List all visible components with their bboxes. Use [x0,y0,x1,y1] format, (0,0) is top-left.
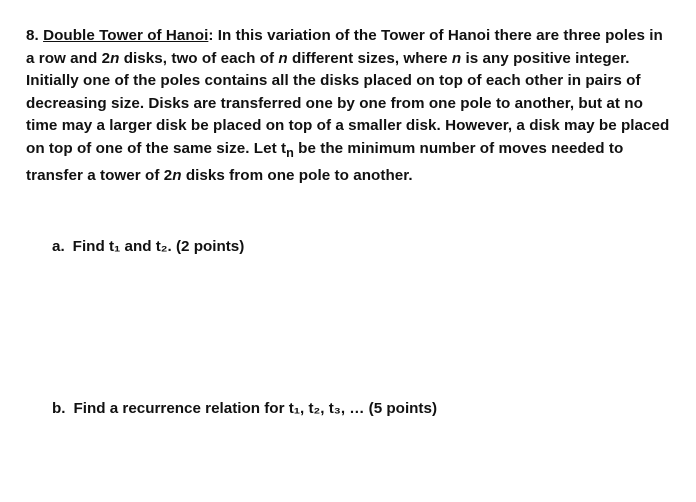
statement-text-5: be the minimum number of moves needed to transfer a tower of 2 [26,139,624,184]
part-a-label: a. [52,238,65,255]
statement-text-6: disks from one pole to another. [181,166,413,184]
statement-text-3: different sizes, where [287,49,452,67]
var-n: n [451,49,462,67]
var-tn-subscript: n [286,146,294,160]
problem-title: Double Tower of Hanoi [43,27,209,44]
statement-text-2: disks, two of each of [119,49,279,67]
problem-number: 8. [26,27,39,44]
var-n: n [110,49,120,67]
part-b [52,398,437,420]
part-a-text: Find t₁ and t₂. (2 points) [72,238,245,255]
var-n: n [278,49,288,67]
part-b-label: b. [52,400,66,417]
title-colon: : [208,27,214,44]
part-a [52,236,244,258]
statement-text-4: is any positive integer. Initially one of the poles contains all the disks placed on top of each other in pairs of decreasing size. Disks are transferred one by one from one pole to another, but at no time may a larger disk be placed on top of a smaller disk. However, a disk may be placed on top of one of the same size. Let t [26,49,670,157]
var-n: n [172,166,182,184]
problem-document [26,25,672,187]
part-b-text: Find a recurrence relation for t₁, t₂, t₃, … (5 points) [73,400,437,417]
problem-statement [26,25,672,187]
statement-text-1: In this variation of the Tower of Hanoi there are three poles in a row and 2 [26,27,663,67]
